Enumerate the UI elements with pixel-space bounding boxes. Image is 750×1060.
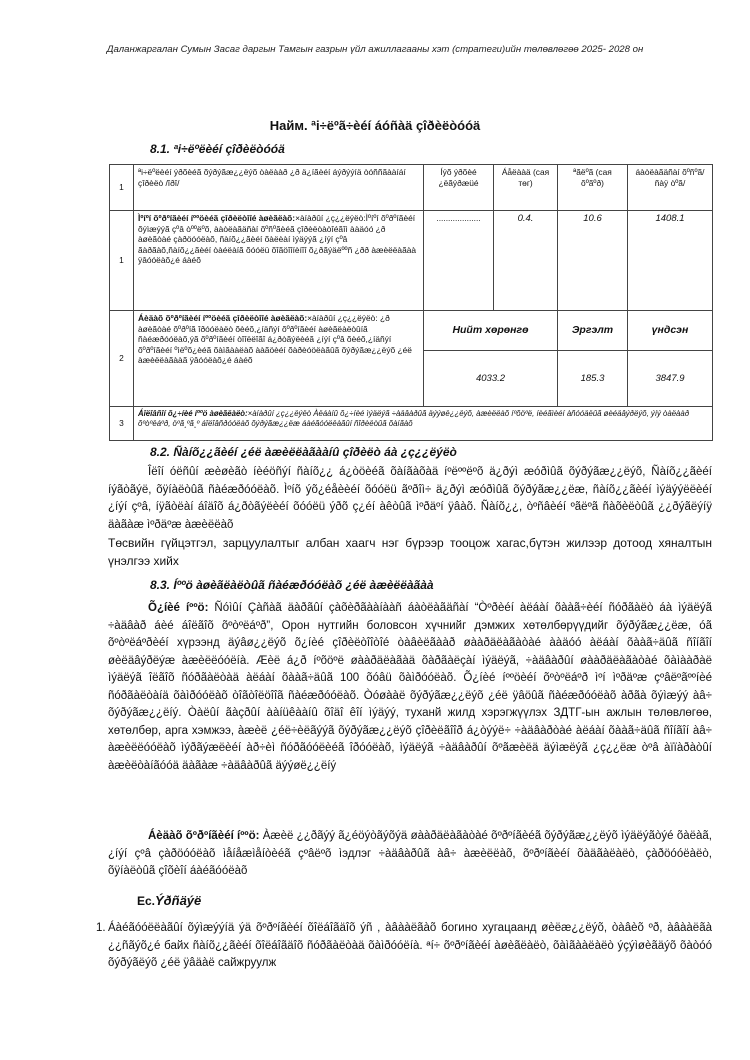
table-header-row bbox=[110, 165, 713, 211]
page-header: Даланжаргалан Сумын Засаг даргын Тамгын газрын үйл ажиллагааны хэт (стратеги)ийн төлөвлөгөө 2025- 2028 он bbox=[106, 44, 644, 55]
row-desc-lead: Ìºíºí õºðºíãèéí íººöèéã çîðèëòîîé àøèãëàõ: bbox=[138, 213, 296, 223]
table-row bbox=[110, 407, 713, 441]
row-desc-cell bbox=[134, 311, 424, 407]
row-num-cell: 2 bbox=[110, 311, 134, 407]
row-unit-cell: ................... bbox=[424, 211, 494, 311]
undsen-header: үндсэн bbox=[628, 311, 713, 351]
section-ec-heading bbox=[137, 893, 201, 908]
list-item bbox=[96, 920, 712, 973]
header-num-cell: 1 bbox=[110, 165, 134, 211]
paragraph-8-2: Îëîí óëñûí æèøèãò íèéöñýí ñàíõ¿¿ á¿òöèéã õàíãàõàä íºëººëºõ ä¿ðýì æóðìûã õýðýãæ¿¿ëýõ, Ñàíõ¿¿ãèéí íýãòãýë, õÿíàëòûã ñàéæðóóëàõ. Ìºíõ ýõ¿éåèèéí õóóëü ãºðîì÷ ä¿ðýì æóðìûã õýðýãæ¿¿ëæ, ñàíõ¿¿ãèéí ìýäýýëëèéí ¿íýí çºâ, íÿãòëàí áîäîõ á¿ðòãýëèéí õóóëü ýðõ ç¿éí àêòûã ìºðäºí ÿâàõ. Ñàíõ¿¿, òºñâèéí ºãëºã ñàõèëòûã ¿¿ðýãëýíÿ äàãàæ ìºðäºæ àæèëëàõ bbox=[108, 466, 712, 531]
chapter-title: Найм. ªі÷ëºã÷èéí áóñàä çîðèëòóóä bbox=[269, 118, 481, 133]
paragraph-8-3-text: Ñóìûí Çàñàã äàðãûí çàõèðãààíààñ áàòëàãäñàí “Òºðèéí àëáàí õààã÷èéí ñóðãàëò áà ìýäëýã ÷àäâàð áèé áîëãîõ õºòºëáºð”, Орон нутгийн боловсон хүчнийг дэмжих хөтөлбөрүүдийг õýðýãæ¿¿ëæ, óã õºòºëáºðèéí хүрээнд äýâø¿¿ëýõ õ¿íèé çîðèëòîîòîé òàâèëãààð øààðäëàãàòàé ààäóó àëáàí õààã÷äûã ñîíãîí øèëäâýðëýæ àæèëëóóëíà. Æèë á¿ð íºõöºë øààðäëàãàä õàðãàëçàí ìýäëýã, ÷àäâàðûí øààðäëàãàòàé õàìààðàë ìýäëýã îëãîõ ñóðãàëòàä àëáàí õààã÷äûã 100 õóâü õàìðóóëàõ. Õ¿íèé íººöèéí õºòºëáºð ìºí ìºðäºæ çºâëºãººíèé ñóðãàëòàíä õàìðóóëàõ òîãòîëöîîã ñàéæðóóëàõ. Òóøààë õýðýãæ¿¿ëýõ ¿éë ÿâöûã ñàéæðóóëàõ àðãà õýìæýý àâ÷ õýðýãæ¿¿ëíý. Òàëûí ãàçðûí ààíüêààíû õîäî êîí ìýäýý, туханй жилд хэрэгжүүлэх ЗДТГ-ын ажлын төлөвлөгөө, хөтөлбөр, арга хэмжээ, àæèë ¿éë÷èëãýýã õýðýãæ¿¿ëýõ çîðèëãîîð á¿òýýë÷ ÷àäâàðòàé àëáàí õààã÷äûã ñîíãîí àâ÷ àæèëëóóëàõ ìýðãýæëèéí àð÷èì ñóðãóóëèéã îðóóëàõ, ìýäëýã ÷àäâàðûí õºãæèëä äýìæëýã ¿ç¿¿ëæ òºâ àïïàðàòûí àæèëòàíãóóä äàãàæ ÷àäâàðûã äýýøë¿¿ëíý bbox=[108, 602, 712, 772]
goals-table bbox=[109, 164, 713, 441]
row-desc-lead: Áèäàõ õºðºíãèéí íººöèéã çîðèëòîîé àøèãëàõ: bbox=[138, 313, 308, 323]
paragraph-8-2-tail: Төсвийн гүйцэтгэл, зарцуулалтыг албан хаагч нэг бүрээр тооцож хагас,бүтэн жилээр дотоод хяналтын үнэлгээ хийх bbox=[108, 536, 712, 568]
row-desc-cell bbox=[134, 407, 713, 441]
undsen-value: 3847.9 bbox=[628, 351, 713, 407]
row-base-cell: 0.4. bbox=[494, 211, 558, 311]
header-basic-cell: áàòëàãäñàí õºñºã/ñàÿ òºã/ bbox=[628, 165, 713, 211]
paragraph-8-3 bbox=[108, 600, 712, 775]
section-title-8-1: 8.1. ªі÷ëºëèéí çîðèëòóóä bbox=[150, 142, 285, 156]
row-num-cell: 1 bbox=[110, 211, 134, 311]
section-ec-title: Ýðñäýë bbox=[155, 893, 202, 908]
total-assets-value: 4033.2 bbox=[424, 351, 558, 407]
list-item-number: 1. bbox=[96, 922, 106, 934]
paragraph-8-3b-text: Àæèë ¿¿ðãýý ã¿éöýòãýõýä øààðäëàãàòàé õºðºíãèéã õýðýãæ¿¿ëýõ ìýäëýãòýé õàëàã, ¿íýí çºâ çàðöóóëàõ ìåíåæìåíòèéã çºâëºõ ìэдлэг ÷àäâàðûã àâ÷ àæèëëàõ, õºðºíãèéí õàäãàëàëò, çàðöóóëàëò, õÿíàëòûã çîõèîí áàéãóóëàõ bbox=[108, 830, 712, 877]
header-grow-cell: ªãëºã (сая õºãºð) bbox=[558, 165, 628, 211]
row-desc-cell bbox=[134, 211, 424, 311]
section-ec-label: Ес. bbox=[137, 894, 156, 908]
row-desc-text: ×àíàðûí ¿ç¿¿ëýëò Àëáàíû õ¿÷íèé ìýäëýã ÷àäâàðûã äýýøë¿¿ëýõ, àæèëëàõ íºõöºë, íèéãìèéí àñóóäëûã øèéäâýðëýõ, ýíý òàëààð õºòºëáºð, öºã¸ºã¸º áîëîâñðóóëàõ õýðýãæ¿¿ëæ áàéãóóëëàãûí ñîðèëòûã õàíãàõ bbox=[138, 409, 690, 428]
header-unit-cell: Íýõ ýðõèé ¿ëãýðæüé bbox=[424, 165, 494, 211]
total-assets-header: Нийт хөрөнгө bbox=[424, 311, 558, 351]
row-grow-cell: 10.6 bbox=[558, 211, 628, 311]
table-row bbox=[110, 311, 713, 351]
row-desc-lead: Áîëîâñîí õ¿÷íèé íººö àøèãëàëò: bbox=[138, 409, 248, 418]
list-item-text: Áàéãóóëëàãûí õýìæýýíä ýä õºðºíãèéí õîëáîãäîõ ýñ , àâààëãàõ богино хугацаанд øèëæ¿¿ëýõ, òàâèõ ºð, àâààëãà ¿¿ñãýõ¿é байх ñàíõ¿¿ãèéí õîëáîãäîõ ñóðãàëòàä õàìðóóëíà. ªí÷ õºðºíãèéí àøèãëàëò, õàìãààëàëò ýçýìøèãäýõ õàòóó õýðýãëýõ ¿éë ÿâäàë сайжруулж bbox=[108, 922, 712, 969]
section-title-8-2: 8.2. Ñàíõ¿¿ãèéí ¿éë àæèëëàãààíû çîðèëò áà ¿ç¿¿ëýëò bbox=[150, 445, 457, 459]
eregelt-header: Эргэлт bbox=[558, 311, 628, 351]
eregelt-value: 185.3 bbox=[558, 351, 628, 407]
header-base-cell: Áåëààä (сая төг) bbox=[494, 165, 558, 211]
row-desc-text: ×àíàðûí ¿ç¿¿ëýëò:Ìºíºí õºðºíãèéí õýìæýýã çºâ òººëºõ, ààòëàãäñàí õºñºãèéã çîðèëòàòîéãîì ààäóó ¿ð àøèãòàé çàðöóóëàõ, ñàíõ¿¿ãèéí õàëèàí ìýäýýã ¿íýí çºâ ãàðãàõ,ñàíõ¿¿ãèéí òàéëàíã õóóëü õîãöîîíèíîî õ¿ðãýäëººñ ¿ðð àæèëëàãàà ÿâóóëàõ¿é áàéõ bbox=[138, 213, 417, 265]
row-num-cell: 3 bbox=[110, 407, 134, 441]
section-title-8-3: 8.3. Íººö àøèãëàëòûã ñàéæðóóëàõ ¿éë àæèëëàãàà bbox=[150, 578, 434, 592]
row-desc-text: ×àíàðûí ¿ç¿¿ëýëò: ¿ð àøèãòàé õºðºíã îðóóëàëò õèéõ,¿íäñýí õºðºíãèéí àøèãëàëòûíã ñàéæðóóëàõ,ýã õºðºíãèéí òîîëëîãî á¿ðòãýëèéã ¿íýí çºâ õèéõ,¿íäñýí õºðºíãèéí ºìëºõ¿èéã õàìãààëàõ ààãöèéí õàðèóöëàãûã õýðýãæ¿¿ëýõ ¿éë àæèëëàãààã ÿâóóëàõ¿é áàéõ bbox=[138, 313, 412, 365]
paragraph-8-3b bbox=[108, 828, 712, 881]
paragraph-8-3-lead: Õ¿íèé íººö: bbox=[148, 602, 209, 614]
header-desc-cell: ªі÷ëºëèéí ýðõèéã õýðýãæ¿¿ëýõ òàëààð ¿ð ä¿íãèéí áýðýýíä òóññãààíáí çîðèëò /îðî/ bbox=[134, 165, 424, 211]
table-row bbox=[110, 211, 713, 311]
row-basic-cell: 1408.1 bbox=[628, 211, 713, 311]
paragraph-8-3b-lead: Áèäàõ õºðºíãèéí íººö: bbox=[148, 830, 260, 842]
